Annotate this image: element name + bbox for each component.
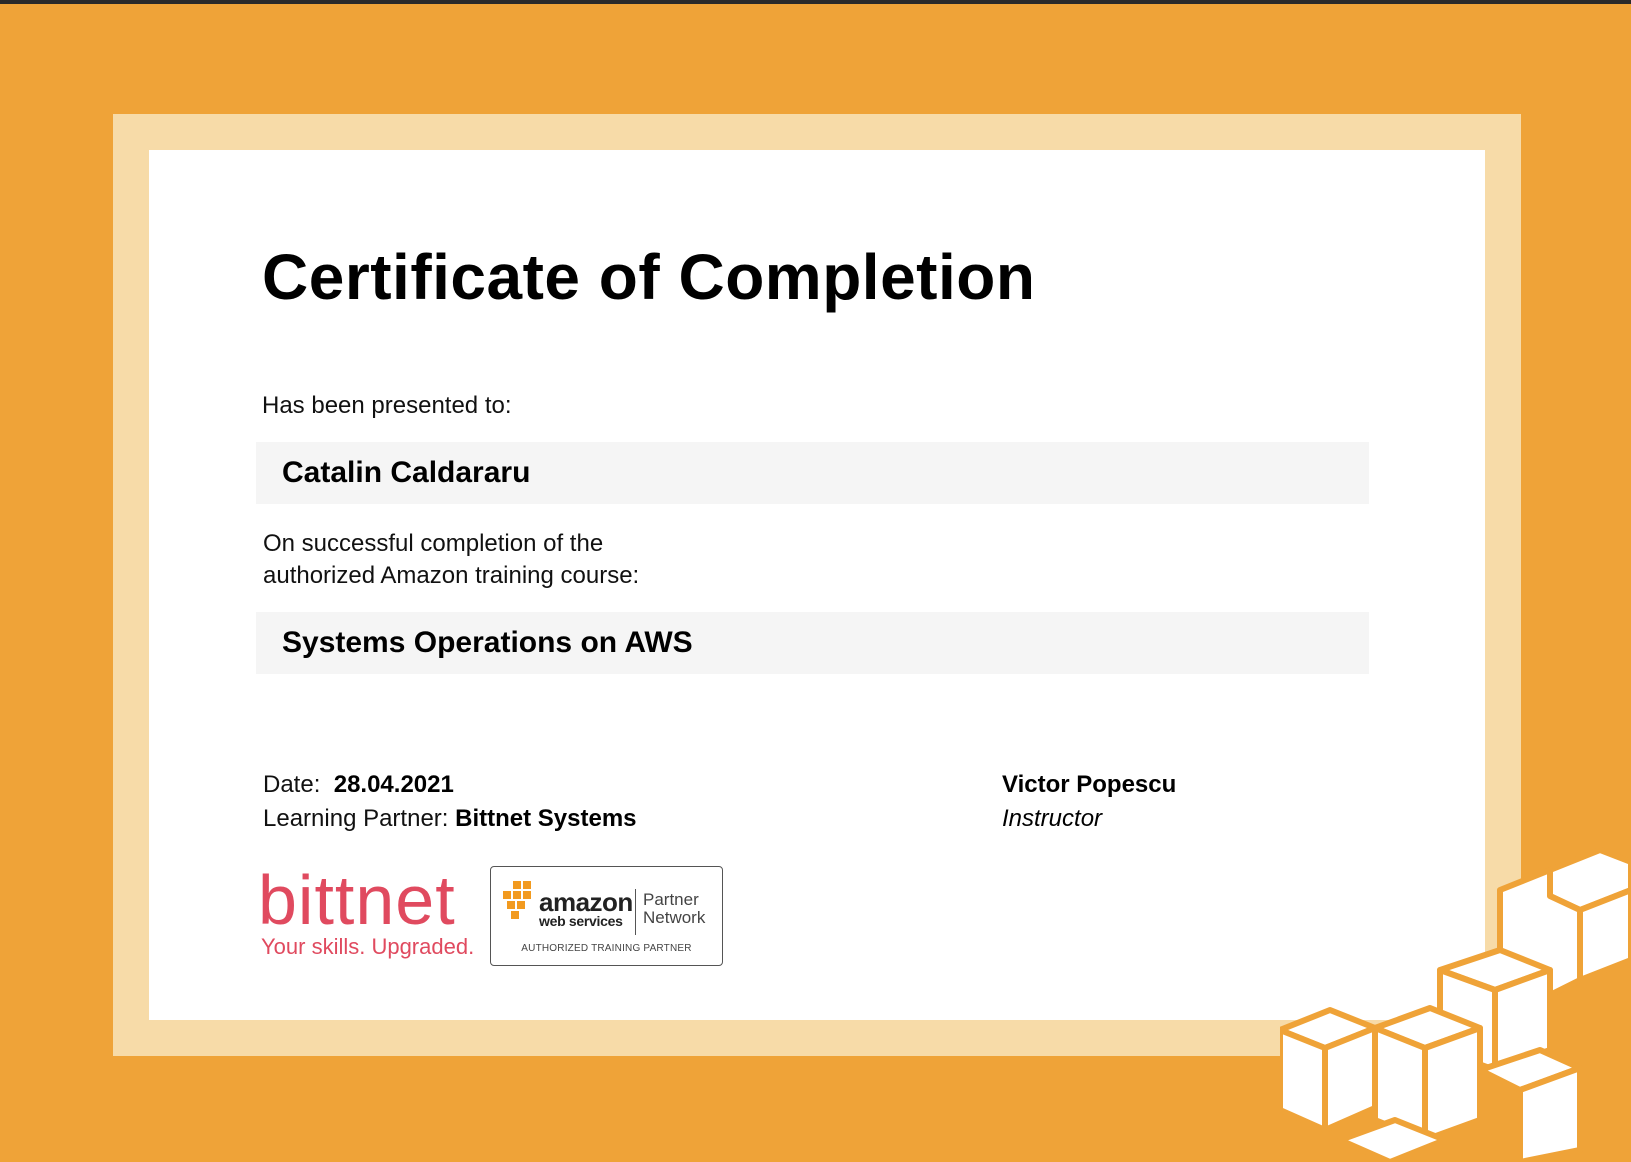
aws-partner-line-2: Network xyxy=(643,908,706,927)
learning-partner-value: Bittnet Systems xyxy=(455,805,637,832)
bittnet-logo xyxy=(258,861,478,966)
learning-partner-row xyxy=(263,802,637,836)
aws-amazon-wordmark: amazon xyxy=(539,887,633,917)
completion-text xyxy=(263,528,639,592)
course-name: Systems Operations on AWS xyxy=(282,626,693,659)
aws-cubes-icon xyxy=(501,879,537,923)
aws-divider xyxy=(635,889,636,935)
date-value: 28.04.2021 xyxy=(333,771,454,798)
aws-partner-line-1: Partner xyxy=(643,890,699,909)
aws-partner-network xyxy=(643,891,705,927)
certificate-title: Certificate of Completion xyxy=(262,241,1036,313)
completion-line-2: authorized Amazon training course: xyxy=(263,562,640,589)
decorative-cubes-icon xyxy=(1280,840,1631,1162)
bittnet-wordmark: bittnet xyxy=(258,861,456,939)
bittnet-tagline: Your skills. Upgraded. xyxy=(261,934,475,959)
recipient-band xyxy=(256,442,1369,504)
certificate-meta xyxy=(263,768,637,836)
date-row xyxy=(263,768,637,802)
instructor-role: Instructor xyxy=(1002,805,1103,832)
recipient-name: Catalin Caldararu xyxy=(282,456,531,489)
aws-authorized-text: AUTHORIZED TRAINING PARTNER xyxy=(521,943,692,954)
aws-partner-badge xyxy=(490,866,723,966)
instructor-name: Victor Popescu xyxy=(1002,771,1177,798)
course-band xyxy=(256,612,1369,674)
aws-webservices-text: web services xyxy=(539,913,623,929)
instructor-signature xyxy=(1002,768,1176,836)
top-edge-bar xyxy=(0,0,1631,4)
completion-line-1: On successful completion of the xyxy=(263,530,604,557)
date-label: Date: xyxy=(263,771,321,798)
learning-partner-label: Learning Partner: xyxy=(263,805,449,832)
presented-to-label: Has been presented to: xyxy=(262,392,512,419)
